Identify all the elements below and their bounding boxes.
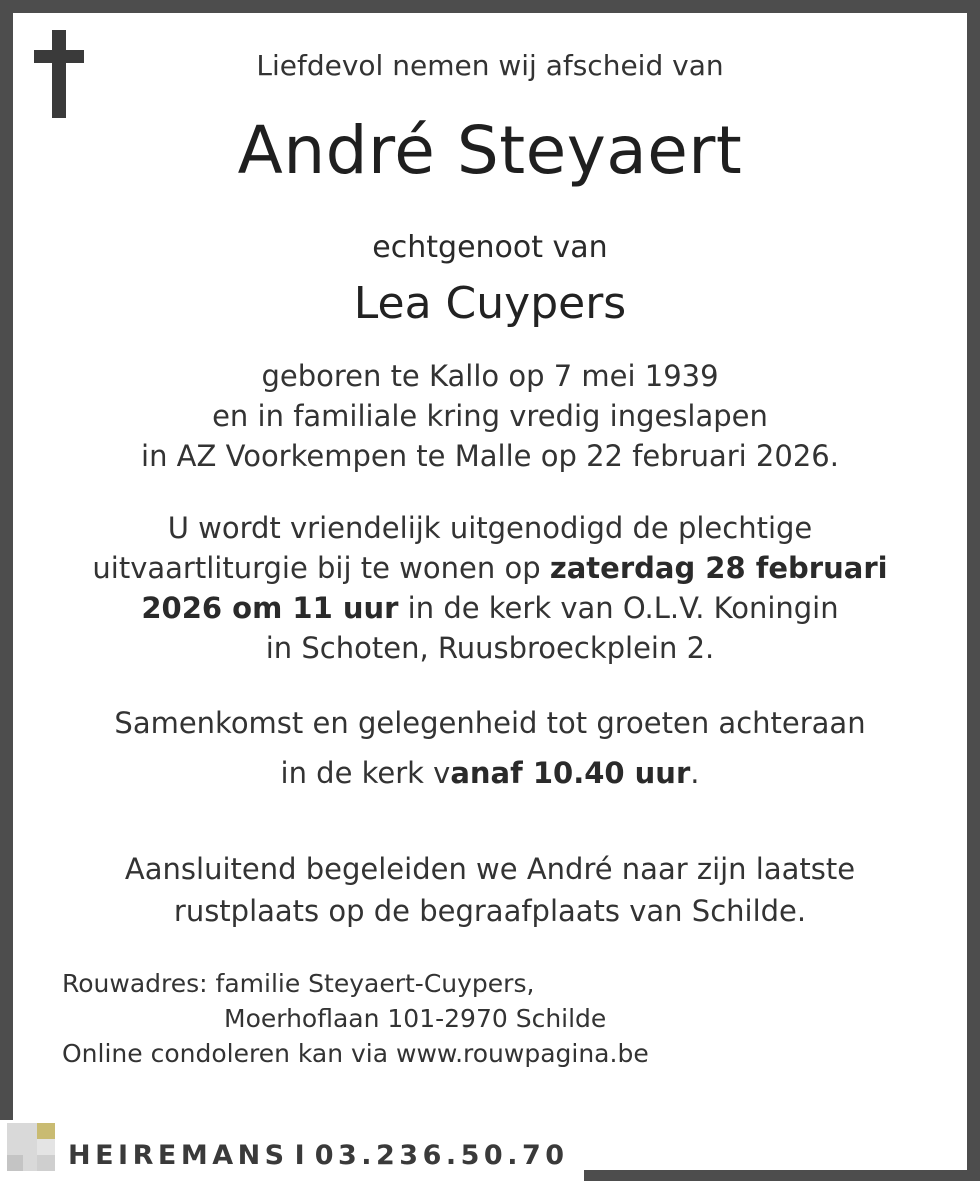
- ceremony-paragraph: [13, 508, 967, 668]
- place-date-line: in AZ Voorkempen te Malle op 22 februari 2026.: [141, 439, 839, 473]
- heiremans-logo-icon: [7, 1123, 57, 1173]
- spouse-label: echtgenoot van: [372, 230, 608, 265]
- brand-phone: 03.236.50.70: [314, 1140, 569, 1171]
- gathering-line-2: in de kerk vanaf 10.40 uur.: [280, 756, 700, 790]
- ceremony-line-3: 2026 om 11 uur in de kerk van O.L.V. Koningin: [141, 591, 839, 625]
- ceremony-line-1: U wordt vriendelijk uitgenodigd de plechtige: [167, 511, 813, 545]
- brand-separator: I: [294, 1140, 305, 1171]
- address-line-2: Moerhoflaan 101-2970 Schilde: [224, 1004, 607, 1033]
- condolence-line: Online condoleren kan via www.rouwpagina.be: [62, 1039, 649, 1068]
- burial-paragraph: [13, 848, 967, 932]
- frame-left-border: [0, 0, 13, 1120]
- funeral-home-brand: [68, 1140, 569, 1171]
- burial-line-1: Aansluitend begeleiden we André naar zijn laatste: [124, 852, 856, 886]
- ceremony-date: zaterdag 28 februari: [549, 551, 888, 585]
- address-line-1: Rouwadres: familie Steyaert-Cuypers,: [62, 969, 535, 998]
- birth-death-paragraph: [13, 356, 967, 476]
- burial-line-2: rustplaats op de begraafplaats van Schilde.: [173, 894, 807, 928]
- ceremony-line-4: in Schoten, Ruusbroeckplein 2.: [265, 631, 715, 665]
- spouse-name: Lea Cuypers: [353, 278, 627, 329]
- gathering-time: anaf 10.40 uur: [450, 756, 691, 790]
- ceremony-line-2: uitvaartliturgie bij te wonen op zaterdag 28 februari: [92, 551, 888, 585]
- brand-name: HEIREMANS: [68, 1140, 289, 1171]
- intro-text: Liefdevol nemen wij afscheid van: [256, 49, 724, 82]
- gathering-line-1: Samenkomst en gelegenheid tot groeten achteraan: [114, 706, 866, 740]
- frame-top-border: [0, 0, 980, 13]
- passing-line: en in familiale kring vredig ingeslapen: [212, 399, 768, 433]
- mourning-address: [62, 966, 649, 1071]
- ceremony-time: 2026 om 11 uur: [141, 591, 399, 625]
- deceased-name: André Steyaert: [237, 112, 743, 189]
- frame-right-border: [967, 0, 980, 1181]
- birth-line: geboren te Kallo op 7 mei 1939: [261, 359, 719, 393]
- frame-bottom-border: [584, 1170, 980, 1181]
